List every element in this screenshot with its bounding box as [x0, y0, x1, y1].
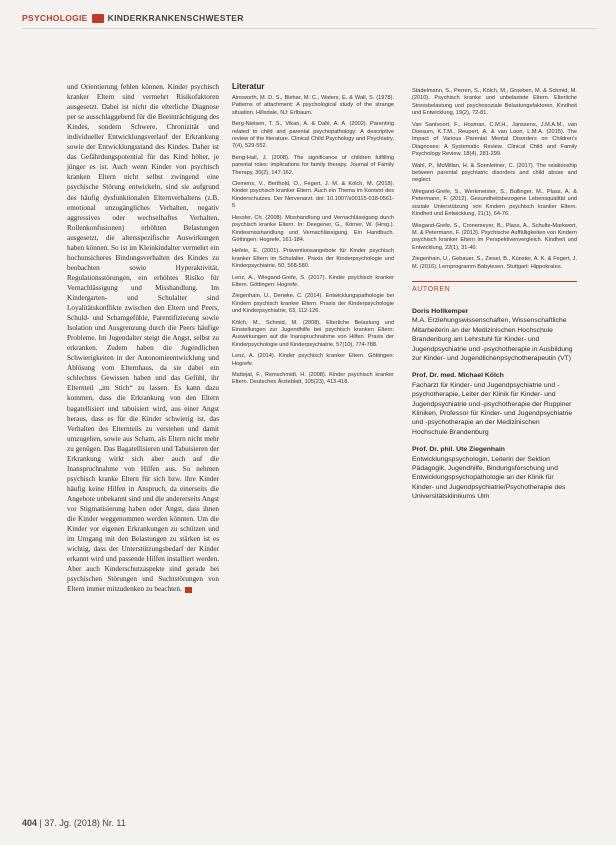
literature-reference: Ziegenhain, U., Deneke, C. (2014). Entwicklungspathologie bei Kindern psychisch kranker Eltern. Praxis der Kinderpsychologie und Kinderpsychiatrie, 63, 112-126.: [232, 293, 394, 315]
author-entry: [412, 307, 577, 363]
literature-column-2: [412, 88, 577, 510]
section-label: PSYCHOLOGIE: [22, 13, 88, 23]
literature-column-1: [232, 82, 394, 391]
author-description: M.A. Erziehungswissenschaften, Wissenschaftliche Mitarbeiterin an der Medizinischen Hochschule Brandenburg am Lehrstuhl für Kinder- und Jugendpsychiatrie und -psychotherapie in Ausbildung zur Kinder- und Jugendlichenpsychotherapeutin (VT): [412, 317, 573, 362]
literature-reference: Wahl, P., McMillan, H. & Sonnleitner, C. (2017). The relationship between parental psychiatric disorders and child abuse and neglect.: [412, 162, 577, 184]
literature-reference: Kölch, M., Schmid, M. (2008). Elterliche Belastung und Einstellungen zur Jugendhilfe bei psychisch kranken Eltern: Auswirkungen auf die Inanspruchnahme von Hilfen. Praxis der Kinderpsychologie und Kinderpsychiatrie, 57(10), 774-788.: [232, 319, 394, 348]
literature-reference: Beng-Hall, J. (2008). The significance of children fulfilling parental roles: implications for family therapy. Journal of Family Therapy, 30(2), 147-162.: [232, 154, 394, 176]
author-entry: [412, 445, 577, 501]
literature-reference: Clemens, V., Berthold, O., Fegert, J. M. & Kölch, M. (2018). Kinder psychisch kranker Eltern. Auch ein Thema im Kontext des Kinderschutzes. Der Nervenarzt. doi: 10.1007/s00115-018-0561-5: [232, 181, 394, 210]
body-text: [67, 82, 219, 594]
magazine-logo-icon: [92, 14, 104, 23]
literature-reference: Ziegenhain, U., Gebauer, S., Ziesel, B., Künster, A. K. & Fegert, J. M. (2016). Lernprogramm Babylesen. Stuttgart: Hippokrates.: [412, 256, 577, 270]
literature-reference: Lenz, A., Wiegand-Grefe, S. (2017). Kinder psychisch kranker Eltern. Göttingen: Hogrefe.: [232, 274, 394, 288]
body-column: [67, 82, 219, 594]
literature-reference: Mattejat, F., Remschmidt, H. (2008). Kinder psychisch kranker Eltern. Deutsches Ärzteblatt, 105(23), 413-418.: [232, 372, 394, 386]
end-mark-icon: [185, 587, 192, 593]
literature-reference: Ainsworth, M. D. S., Blehar, M. C., Waters, E. & Wall, S. (1978). Patterns of attachment: A psychological study of the strange situation. Hillsdale, NJ: Erlbaum.: [232, 95, 394, 116]
page-number: 404: [22, 818, 38, 828]
literature-heading: Literatur: [232, 82, 265, 91]
magazine-title: KINDERKRANKENSCHWESTER: [107, 13, 244, 23]
author-description: Entwicklungspsychologin, Leiterin der Sektion Pädagogik, Jugendhilfe, Bindungsforschung und Entwicklungspsychopathologie an der Klinik für Kinder- und Jugendpsychiatrie/Psychotherapie des Universitätsklinikums Ulm: [412, 455, 566, 501]
literature-reference: Stadelmann, S., Perren, S., Kölch, M., Groeben, M. & Schmid, M. (2010). Psychisch kranke und unbelastete Eltern. Elterliche Stressbelastung und psychosoziale Belastungsfaktoren. Kindheit und Entwicklung, 19(2), 72-81.: [412, 88, 577, 117]
authors-heading: AUTOREN: [412, 281, 577, 293]
footer-separator: |: [39, 818, 45, 828]
literature-reference: Van Santvoort, F., Hosman, C.M.H., Janssens, J.M.A.M., van Doesum, K.T.M., Reupert, A. & van Loon, L.M.A. (2015). The Impact of Various Parental Mental Disorders on Children's Diagnoses: A Systematic Review. Clinical Child and Family Psychology Review, 18(4), 281-299.: [412, 121, 577, 158]
authors-list: [412, 307, 577, 502]
author-name: Doris Hollkemper: [412, 307, 469, 315]
issue-info: 37. Jg. (2018) Nr. 11: [44, 818, 126, 828]
literature-reference: Lenz, A. (2014). Kinder psychisch kranker Eltern. Göttingen: Hogrefe.: [232, 353, 394, 367]
header-divider: [22, 28, 596, 29]
author-description: Facharzt für Kinder- und Jugendpsychiatrie und -psychotherapie, Leiter der Klinik für Kinder- und Jugendpsychiatrie und -psychotherapie der Ruppiner Kliniken, Professor für Kinder- und Jugendpsychiatrie und -psychotherapie an der Medizinischen Hochschule Brandenburg: [412, 381, 573, 436]
body-paragraph: und Orientierung fehlen können. Kinder psychisch kranker Eltern sind vermehrt Risikofaktoren ausgesetzt. Dabei ist nicht die elterliche Diagnose per se ausschlaggebend für die Beeinträchtigung des Kindes, sondern Schwere, Chronizität und individueller Entwicklungsverlauf der Erkrankung sowie der Entwicklungsstand des Kindes. Daher ist das Gefährdungspotential für das Kind höher, je jünger es ist. Auch wenn Kinder von psychisch kranken Eltern nicht selbst zwingend eine psychische Störung entwickeln, sind sie aufgrund des häufig dysfunktionalen Elternverhaltens (z.B. emotional unzugängliches Verhalten, negativ aggressives oder wechselhaftes Verhalten, Rollenkonfusionen) erhöhten Belastungen ausgesetzt, die altersspezifische Auswirkungen haben können. So ist im Kleinkindalter vermehrt ein hochunsicheres Bindungsverhalten des Kindes zu beobachten sowie Hyperaktivität, Regulationsstörungen, ein erhöhtes Risiko für Vernachlässigung und Misshandlung. Im Kindergarten- und Schulalter sind Loyalitätskonflikte zwischen den Eltern und Peers, Schuld- und Schamgefühle, Parentifizierung sowie Isolation und Ausgrenzung durch die Peers häufige Probleme. Im Jugendalter steigt die Angst, selbst zu erkranken. Zudem haben die Jugendlichen Schwierigkeiten in der Autonomieentwicklung und Ablösung vom Elternhaus, da sie dabei ein schlechtes Gewissen haben und das Gefühl, ihr Elternteil „im Stich“ zu lassen. Es kann dazu kommen, dass die Erkrankung von den Eltern bagatellisiert und tabuisiert wird, aus einer Angst heraus, dass es für die Kinder schwierig ist, das Verhalten des Elternteils zu verstehen und damit umzugehen, sowie aus Scham, als Eltern nicht mehr zu genügen. Das Bagatellisieren und Tabuisieren der Erkrankung wirkt sich aber auch auf die Inanspruchnahme von Hilfen aus. So nehmen psychisch kranke Eltern für sich bzw. ihre Kinder häufig keine Hilfen in Anspruch, da einerseits die Angebote unbekannt sind und die andererseits Angst vor Stigmatisierung haben oder Angst, dass ihnen die Kinder weggenommen werden könnten. Um die Kinder vor eigenen Erkrankungen zu schützen und im Umgang mit den Belastungen zu stärken ist es wichtig, dass der Unterstützungsbedarf der Kinder erkannt wird und passende Hilfen installiert werden. Aber auch Kinderschutzaspekte sind gerade bei psychischen Störungen und Suchtstörungen von Eltern immer mitzudenken zu beachten.: [67, 83, 219, 594]
literature-reference: Wiegand-Grefe, S., Cronemeyer, B., Plass, A., Schulte-Markwort, M. & Petermann, F. (2013). Psychische Auffälligkeiten von Kindern psychisch kranker Eltern im Perspektivenvergleich. Kindheit und Entwicklung, 22(1), 31-40.: [412, 222, 577, 251]
literature-reference: Hefele, E. (2001). Präventionsangebote für Kinder psychisch kranker Eltern im Schulalter. Praxis der Kinderpsychologie und Kinderpsychiatrie, 50, 568-580.: [232, 248, 394, 270]
author-name: Prof. Dr. med. Michael Kölch: [412, 372, 504, 380]
literature-reference: Wiegand-Grefe, S., Werkmeister, S., Bullinger, M., Plass, A. & Petermann, F. (2012). Gesundheitsbezogene Lebensqualität und soziale Unterstützung von Kindern psychisch kranker Eltern. Kindheit und Entwicklung, 21(1), 64-76.: [412, 188, 577, 218]
page-header: [22, 10, 244, 26]
literature-reference: Hessler, Ch. (2008). Misshandlung und Vernachlässigung durch psychisch kranke Eltern. In: Deegener, G., Körner, W. (Hrsg.). Kindesmisshandlung und Vernachlässigung. Ein Handbuch. Göttingen: Hogrefe, 161-184.: [232, 214, 394, 243]
literature-list: [232, 95, 394, 387]
literature-reference: Berg-Nielsen, T. S., Vikan, A. & Dahl, A. A. (2002). Parenting related to child and parental psychopathology: A descriptive review of the literature. Clinical Child Psychology and Psychiatry, 7(4), 529-552.: [232, 121, 394, 150]
literature-list-continued: [412, 88, 577, 271]
author-name: Prof. Dr. phil. Ute Ziegenhain: [412, 446, 505, 454]
page-footer: [22, 818, 126, 828]
author-entry: [412, 371, 577, 437]
